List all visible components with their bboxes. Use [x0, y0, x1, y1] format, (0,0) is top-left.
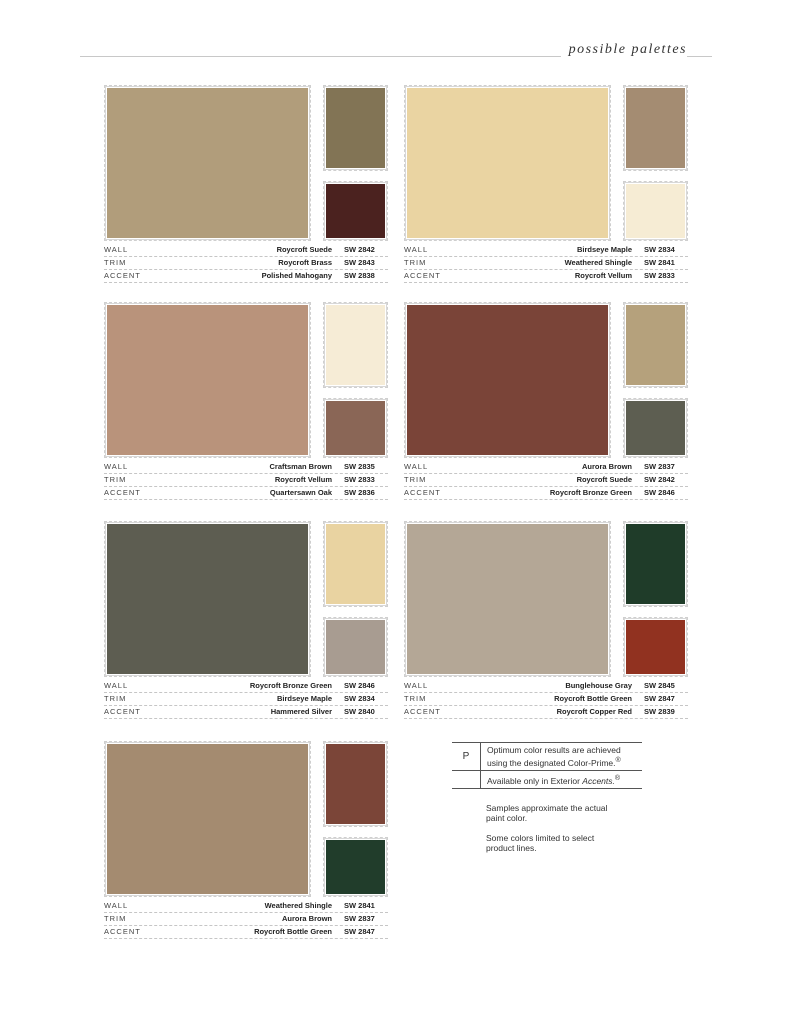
color-name: Aurora Brown	[581, 462, 632, 471]
trim-swatch	[326, 524, 385, 604]
legend-row-color-prime	[452, 743, 642, 770]
color-code: SW 2840	[344, 707, 375, 716]
spec-role: TRIM	[404, 258, 427, 267]
spec-row	[104, 900, 388, 913]
color-name: Roycroft Suede	[276, 245, 332, 254]
spec-role: ACCENT	[104, 707, 141, 716]
spec-role: WALL	[404, 462, 429, 471]
spec-role: WALL	[104, 681, 129, 690]
palette-card	[404, 524, 688, 724]
spec-row	[104, 461, 388, 474]
registered-mark: ®	[615, 756, 621, 764]
color-code: SW 2835	[344, 462, 375, 471]
legend-note-limited: Some colors limited to select product lines.	[486, 832, 595, 853]
color-name: Craftsman Brown	[269, 462, 332, 471]
legend-color-prime-text	[481, 743, 642, 770]
color-code: SW 2833	[344, 475, 375, 484]
spec-role: TRIM	[104, 475, 127, 484]
accent-swatch	[326, 401, 385, 455]
spec-role: WALL	[104, 245, 129, 254]
color-name: Aurora Brown	[281, 914, 332, 923]
color-code: SW 2838	[344, 271, 375, 280]
trim-swatch	[326, 305, 385, 385]
spec-row	[404, 693, 688, 706]
spec-role: ACCENT	[404, 271, 441, 280]
spec-role: WALL	[104, 901, 129, 910]
color-spec-list	[404, 244, 688, 283]
color-code: SW 2842	[644, 475, 675, 484]
color-name: Roycroft Bottle Green	[254, 927, 332, 936]
page-heading: possible palettes	[561, 42, 687, 58]
color-spec-list	[404, 461, 688, 500]
trim-swatch	[326, 88, 385, 168]
color-code: SW 2833	[644, 271, 675, 280]
wall-swatch	[407, 88, 608, 238]
spec-row	[404, 461, 688, 474]
color-spec-list	[104, 461, 388, 500]
spec-role: ACCENT	[104, 488, 141, 497]
color-name: Birdseye Maple	[576, 245, 632, 254]
palette-card	[404, 88, 688, 288]
color-spec-list	[104, 244, 388, 283]
legend-symbol-blank	[452, 771, 481, 788]
color-name: Roycroft Suede	[576, 475, 632, 484]
wall-swatch	[107, 305, 308, 455]
spec-role: WALL	[104, 462, 129, 471]
spec-role: ACCENT	[104, 271, 141, 280]
accent-swatch	[626, 401, 685, 455]
spec-role: ACCENT	[404, 707, 441, 716]
spec-row	[404, 487, 688, 500]
color-name: Weathered Shingle	[264, 901, 332, 910]
spec-row	[104, 257, 388, 270]
color-name: Roycroft Brass	[278, 258, 332, 267]
palette-card	[104, 744, 388, 944]
spec-role: WALL	[404, 245, 429, 254]
color-code: SW 2846	[644, 488, 675, 497]
trim-swatch	[626, 88, 685, 168]
registered-mark: ®	[614, 773, 621, 782]
color-name: Polished Mahogany	[261, 271, 332, 280]
spec-row	[104, 474, 388, 487]
palette-card	[104, 88, 388, 288]
color-name: Birdseye Maple	[276, 694, 332, 703]
color-code: SW 2847	[344, 927, 375, 936]
palette-card	[104, 305, 388, 505]
legend-accents-text	[481, 771, 642, 788]
palette-card	[404, 305, 688, 505]
legend-table	[452, 742, 642, 789]
color-code: SW 2847	[644, 694, 675, 703]
color-name: Roycroft Vellum	[274, 475, 332, 484]
color-code: SW 2836	[344, 488, 375, 497]
spec-row	[404, 474, 688, 487]
color-code: SW 2834	[344, 694, 375, 703]
spec-role: TRIM	[404, 694, 427, 703]
spec-role: ACCENT	[104, 927, 141, 936]
spec-row	[404, 270, 688, 283]
color-name: Hammered Silver	[270, 707, 332, 716]
spec-role: WALL	[404, 681, 429, 690]
trim-swatch	[626, 524, 685, 604]
color-spec-list	[104, 900, 388, 939]
accent-swatch	[626, 620, 685, 674]
legend	[452, 742, 642, 853]
accents-prefix: Available only in Exterior	[487, 775, 583, 786]
color-code: SW 2843	[344, 258, 375, 267]
spec-row	[404, 244, 688, 257]
spec-row	[104, 680, 388, 693]
color-name: Roycroft Copper Red	[556, 707, 632, 716]
color-code: SW 2845	[644, 681, 675, 690]
color-name: Bunglehouse Gray	[565, 681, 632, 690]
color-spec-list	[404, 680, 688, 719]
color-code: SW 2842	[344, 245, 375, 254]
accents-brand: Accents.	[582, 775, 615, 786]
spec-role: TRIM	[404, 475, 427, 484]
legend-row-accents	[452, 770, 642, 788]
color-code: SW 2839	[644, 707, 675, 716]
color-spec-list	[104, 680, 388, 719]
spec-row	[104, 487, 388, 500]
color-code: SW 2834	[644, 245, 675, 254]
spec-row	[104, 926, 388, 939]
color-prime-note: Optimum color results are achieved using the designated Color-Prime.	[487, 745, 621, 768]
color-name: Quartersawn Oak	[269, 488, 332, 497]
spec-role: TRIM	[104, 694, 127, 703]
spec-row	[104, 693, 388, 706]
color-code: SW 2841	[644, 258, 675, 267]
color-code: SW 2841	[344, 901, 375, 910]
wall-swatch	[107, 88, 308, 238]
spec-row	[104, 270, 388, 283]
spec-row	[104, 244, 388, 257]
wall-swatch	[107, 524, 308, 674]
color-name: Roycroft Bottle Green	[554, 694, 632, 703]
color-name: Roycroft Bronze Green	[549, 488, 632, 497]
palette-card	[104, 524, 388, 724]
accent-swatch	[626, 184, 685, 238]
spec-row	[104, 913, 388, 926]
accent-swatch	[326, 184, 385, 238]
legend-note-samples: Samples approximate the actual paint color.	[486, 802, 608, 823]
wall-swatch	[107, 744, 308, 894]
spec-row	[104, 706, 388, 719]
color-name: Weathered Shingle	[564, 258, 632, 267]
legend-symbol: P	[452, 743, 481, 770]
spec-role: ACCENT	[404, 488, 441, 497]
trim-swatch	[326, 744, 385, 824]
spec-role: TRIM	[104, 914, 127, 923]
spec-row	[404, 680, 688, 693]
color-code: SW 2837	[344, 914, 375, 923]
spec-row	[404, 706, 688, 719]
trim-swatch	[626, 305, 685, 385]
wall-swatch	[407, 524, 608, 674]
color-code: SW 2846	[344, 681, 375, 690]
accent-swatch	[326, 620, 385, 674]
spec-role: TRIM	[104, 258, 127, 267]
spec-row	[404, 257, 688, 270]
accent-swatch	[326, 840, 385, 894]
color-name: Roycroft Vellum	[574, 271, 632, 280]
wall-swatch	[407, 305, 608, 455]
color-name: Roycroft Bronze Green	[249, 681, 332, 690]
color-code: SW 2837	[644, 462, 675, 471]
